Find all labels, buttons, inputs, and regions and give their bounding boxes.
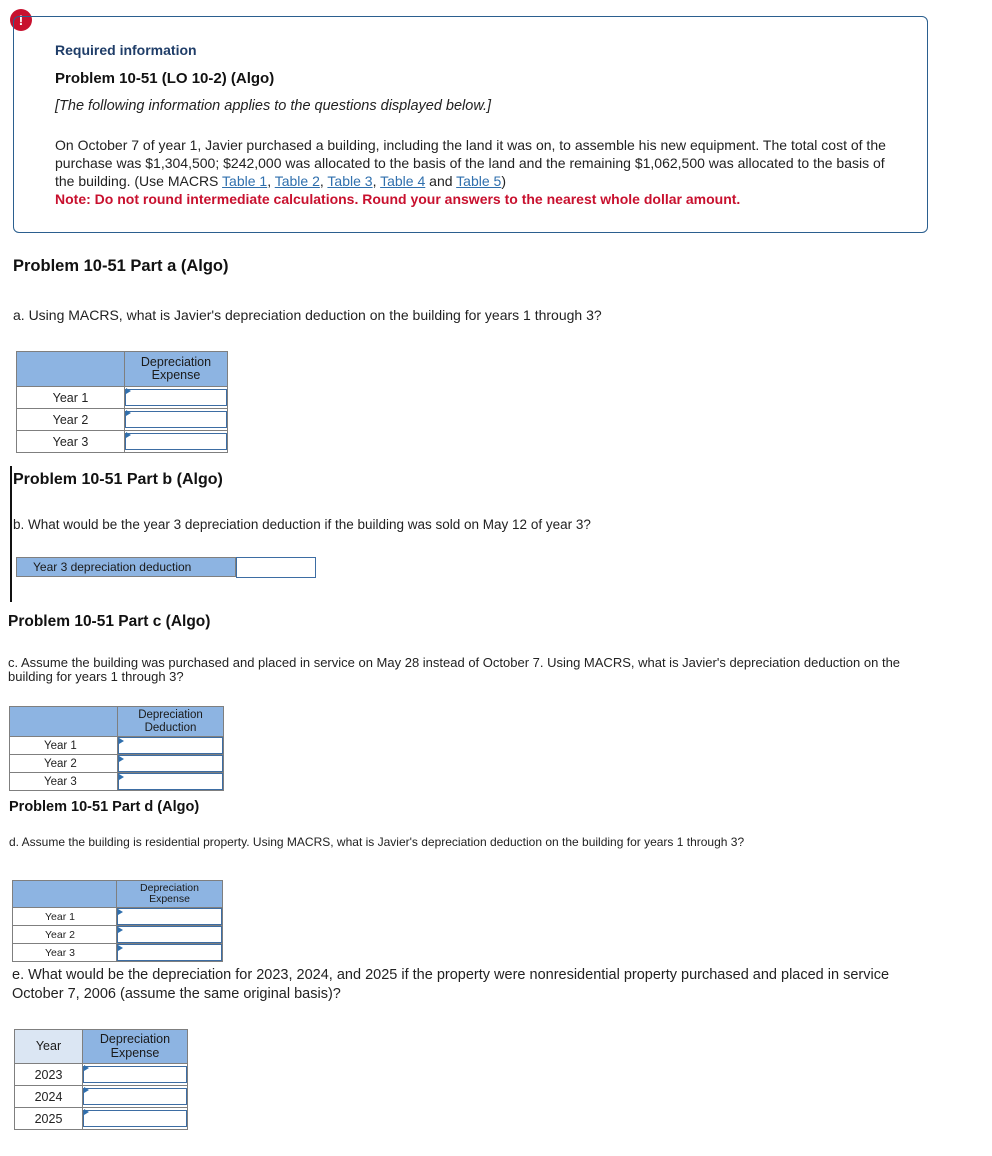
separator: , [319,173,328,189]
row-label: Year 1 [13,908,117,926]
part-c-table [9,706,224,791]
row-label: Year 2 [10,755,118,773]
row-label: 2024 [15,1086,83,1108]
part-e-2025-input[interactable] [83,1110,187,1127]
answer-marker-icon [118,945,123,951]
table-corner [10,707,118,737]
part-e-question: e. What would be the depreciation for 2023, 2024, and 2025 if the property were nonresidential property purchased and placed in service October 7, 2006 (assume the same original basis)? [12,967,890,1002]
part-d-year-2-input[interactable] [117,926,222,943]
part-c-year-2-input[interactable] [118,755,223,772]
part-d-year-3-input[interactable] [117,944,222,961]
part-a-year-1-input[interactable] [125,389,227,406]
column-header: Depreciation Expense [117,881,223,908]
answer-cell [118,737,224,755]
row-label: Year 3 [10,773,118,791]
part-a-year-2-input[interactable] [125,411,227,428]
table-2-link[interactable]: Table 2 [274,173,320,189]
answer-cell [83,1064,188,1086]
table-3-link[interactable]: Table 3 [327,173,373,189]
table-corner [13,881,117,908]
separator: , [372,173,381,189]
row-label: Year 2 [13,926,117,944]
table-1-link[interactable]: Table 1 [222,173,268,189]
answer-marker-icon [84,1109,89,1115]
part-a-year-3-input[interactable] [125,433,227,450]
part-c-year-1-input[interactable] [118,737,223,754]
problem-title: Problem 10-51 (LO 10-2) (Algo) [55,70,275,87]
part-b-label: Year 3 depreciation deduction [16,557,236,577]
row-label: Year 3 [13,944,117,962]
scenario-end: ) [501,173,506,189]
answer-marker-icon [119,774,124,780]
answer-cell [118,773,224,791]
part-b-year-3-input[interactable] [236,557,316,578]
answer-marker-icon [119,738,124,744]
part-b-question: b. What would be the year 3 depreciation deduction if the building was sold on May 12 of year 3? [13,517,591,532]
part-a-question: a. Using MACRS, what is Javier's depreciation deduction on the building for years 1 through 3? [13,307,602,323]
answer-cell [83,1086,188,1108]
row-label: Year 1 [10,737,118,755]
part-d-year-1-input[interactable] [117,908,222,925]
answer-marker-icon [126,432,131,438]
table-5-link[interactable]: Table 5 [456,173,502,189]
part-c-title: Problem 10-51 Part c (Algo) [8,613,211,630]
answer-cell [125,409,228,431]
part-a-table [16,351,228,453]
answer-marker-icon [126,410,131,416]
separator: and [425,173,457,189]
part-e-table [14,1029,188,1130]
scenario-body: On October 7 of year 1, Javier purchased a building, including the land it was on, to assemble his new equipment. The total cost of the purchase was $1,304,500; $242,000 was allocated to the basis of the land and the remaining $1,062,500 was allocated to the basis of the building. (Use MACRS [55,137,886,189]
table-4-link[interactable]: Table 4 [380,173,426,189]
column-header: Depreciation Expense [125,352,228,387]
answer-cell [117,944,223,962]
part-b-title: Problem 10-51 Part b (Algo) [13,471,223,488]
part-d-table [12,880,223,962]
part-e-2024-input[interactable] [83,1088,187,1105]
answer-marker-icon [126,388,131,394]
alert-icon: ! [10,9,32,31]
row-label: Year 2 [17,409,125,431]
part-b-divider [10,466,12,602]
row-label: Year 3 [17,431,125,453]
answer-cell [117,908,223,926]
row-label: 2025 [15,1108,83,1130]
answer-marker-icon [84,1065,89,1071]
part-c-question: c. Assume the building was purchased and placed in service on May 28 instead of October 7. Using MACRS, what is Javier's depreciation deduction on the building for years 1 through 3? [8,655,901,684]
column-header: Depreciation Deduction [118,707,224,737]
rounding-note: Note: Do not round intermediate calculations. Round your answers to the nearest whole dollar amount. [55,191,741,207]
answer-marker-icon [84,1087,89,1093]
row-label: Year 1 [17,387,125,409]
answer-marker-icon [118,909,123,915]
part-d-question: d. Assume the building is residential property. Using MACRS, what is Javier's depreciation deduction on the building for years 1 through 3? [9,835,745,849]
column-header: Depreciation Expense [83,1030,188,1064]
answer-marker-icon [119,756,124,762]
answer-cell [125,387,228,409]
year-header: Year [15,1030,83,1064]
part-c-year-3-input[interactable] [118,773,223,790]
answer-cell [118,755,224,773]
answer-cell [83,1108,188,1130]
separator: , [267,173,275,189]
answer-cell [117,926,223,944]
part-d-title: Problem 10-51 Part d (Algo) [9,799,200,815]
required-info-title: Required information [55,42,197,58]
part-e-2023-input[interactable] [83,1066,187,1083]
answer-cell [125,431,228,453]
scenario-text [55,136,895,208]
row-label: 2023 [15,1064,83,1086]
part-a-title: Problem 10-51 Part a (Algo) [13,257,229,275]
answer-marker-icon [118,927,123,933]
applies-text: [The following information applies to the questions displayed below.] [55,98,492,114]
table-corner [17,352,125,387]
